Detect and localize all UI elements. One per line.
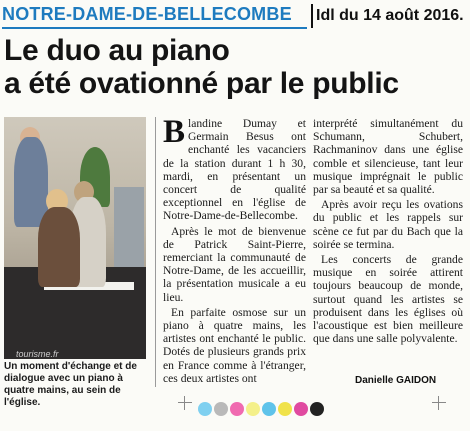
byline: Danielle GAIDON bbox=[355, 375, 437, 386]
registration-dot bbox=[230, 402, 244, 416]
article-paragraph: Après avoir reçu les ovations du public et les rappels sur scène ce fut par du Bach que la soirée se termina. bbox=[313, 198, 463, 251]
registration-marks bbox=[198, 402, 324, 416]
registration-dot bbox=[198, 402, 212, 416]
registration-dot bbox=[214, 402, 228, 416]
photo-person bbox=[14, 137, 48, 227]
section-kicker: NOTRE-DAME-DE-BELLECOMBE bbox=[2, 4, 292, 24]
paragraph-text: landine Dumay et Germain Besus ont enchanté les vacanciers de la station durant 1 h 30, mardi, en présentant un concert de qualité exceptionnel en l'église de Notre-Dame-de-Bellecombe. bbox=[163, 117, 306, 223]
kicker-underline bbox=[2, 27, 307, 29]
photo-watermark: tourisme.fr bbox=[16, 349, 59, 359]
headline-line-1: Le duo au piano bbox=[4, 34, 230, 67]
article-paragraph: Après le mot de bienvenue de Patrick Saint-Pierre, remerciant la communauté de Notre-Dame, de les accueillir, la présentation musicale a eu lieu. bbox=[163, 224, 306, 304]
drop-cap: B bbox=[163, 114, 186, 150]
registration-dot bbox=[278, 402, 292, 416]
edition-separator bbox=[311, 4, 313, 28]
registration-dot bbox=[246, 402, 260, 416]
headline bbox=[4, 34, 464, 100]
photo-caption: Un moment d'échange et de dialogue avec un piano à quatre mains, au sein de l'église. bbox=[4, 361, 137, 408]
registration-dot bbox=[294, 402, 308, 416]
article-paragraph: En parfaite osmose sur un piano à quatre mains, les artistes ont enchanté le public. Dotés de plusieurs grands prix en France comme à l'étranger, ces deux artistes ont bbox=[163, 305, 306, 385]
photo-person bbox=[38, 207, 80, 287]
article-column-1 bbox=[163, 114, 306, 387]
article-paragraph: Les concerts de grande musique en soirée attirent toujours beaucoup de monde, surtout quand les artistes se produisent dans les églises où l'acoustique est bien meilleure que dans une salle polyvalente. bbox=[313, 253, 463, 346]
headline-line-2: a été ovationné par le public bbox=[4, 67, 399, 100]
registration-cross bbox=[178, 396, 192, 410]
registration-dot bbox=[310, 402, 324, 416]
article-column-2 bbox=[313, 117, 463, 347]
article-photo bbox=[4, 117, 146, 359]
article-paragraph: interprété simultanément du Schumann, Schubert, Rachmaninov dans une église comble et silencieuse, tant leur musique imprégnait le public par sa beauté et sa qualité. bbox=[313, 117, 463, 197]
registration-dot bbox=[262, 402, 276, 416]
registration-cross bbox=[432, 396, 446, 410]
column-divider bbox=[155, 117, 156, 387]
article-paragraph bbox=[163, 114, 306, 223]
edition-date: Idl du 14 août 2016. bbox=[316, 7, 464, 24]
